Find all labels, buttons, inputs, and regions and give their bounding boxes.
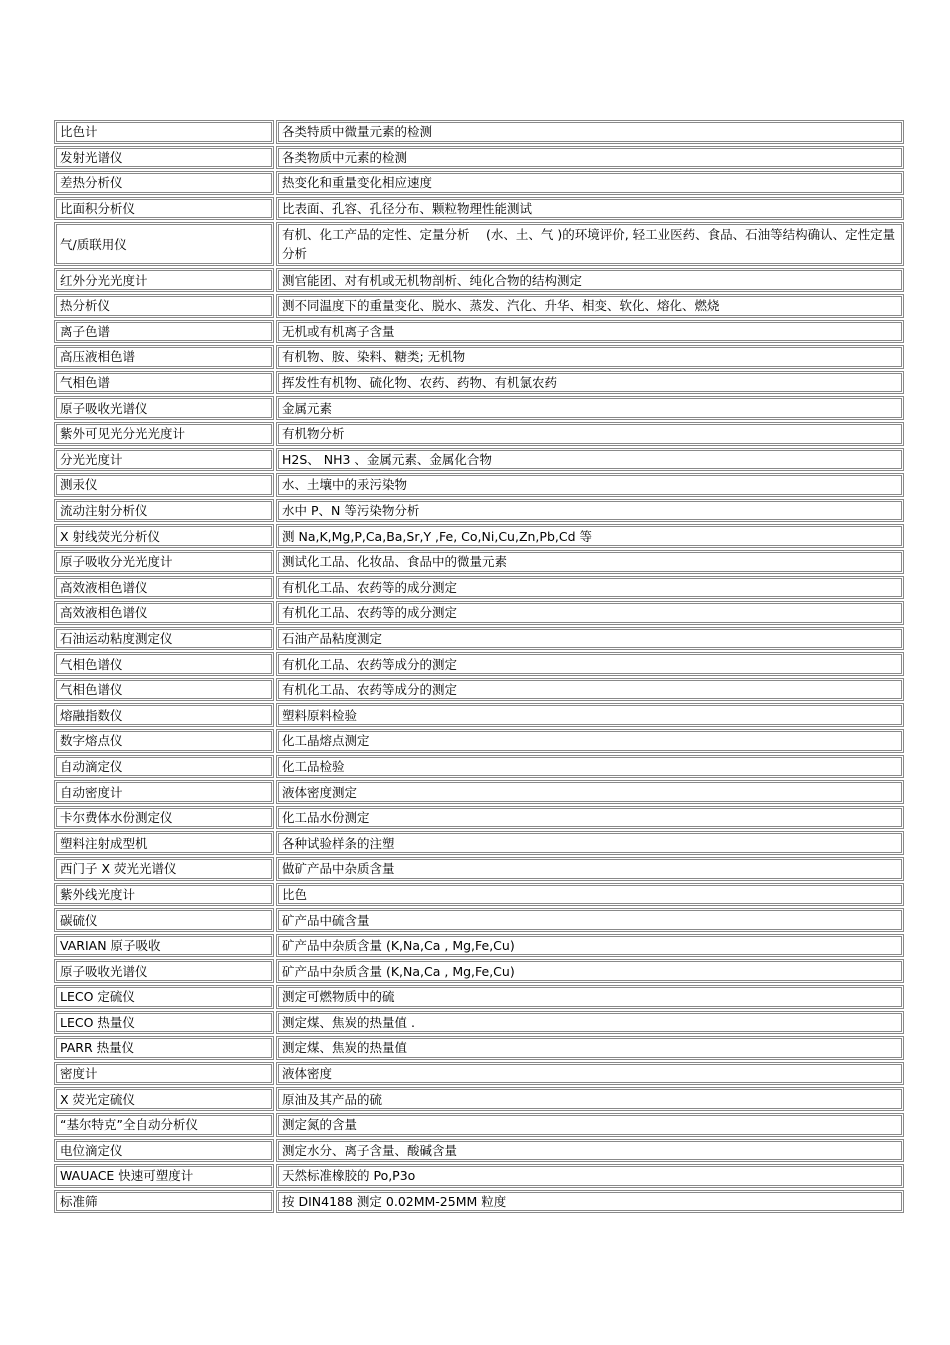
application-cell — [276, 934, 904, 958]
application-cell — [276, 1139, 904, 1163]
instrument-name: PARR 热量仪 — [60, 1040, 135, 1056]
instrument-name: “基尔特克”全自动分析仪 — [60, 1117, 198, 1133]
application-text: 各种试验样条的注塑 — [282, 835, 395, 851]
table-row — [53, 728, 907, 754]
instrument-name-cell — [54, 371, 274, 395]
application-cell — [276, 1062, 904, 1086]
instrument-name: 气相色谱仪 — [60, 682, 123, 698]
instrument-name: 电位滴定仪 — [60, 1142, 123, 1158]
table-row — [53, 119, 907, 145]
instrument-name: 自动滴定仪 — [60, 758, 123, 774]
application-text: 矿产品中杂质含量 (K,Na,Ca , Mg,Fe,Cu) — [282, 938, 515, 954]
instrument-name: 热分析仪 — [60, 298, 111, 314]
table-row — [53, 1189, 907, 1215]
application-text: 测官能团、对有机或无机物剖析、纯化合物的结构测定 — [282, 272, 583, 288]
instrument-name-cell — [54, 934, 274, 958]
application-text: 有机物分析 — [282, 426, 345, 442]
table-row — [53, 1138, 907, 1164]
instrument-name-cell — [54, 601, 274, 625]
instrument-name: VARIAN 原子吸收 — [60, 938, 161, 954]
application-text: 石油产品粘度测定 — [282, 630, 383, 646]
application-cell — [276, 1113, 904, 1137]
instrument-name-cell — [54, 576, 274, 600]
instrument-name: LECO 定硫仪 — [60, 989, 135, 1005]
application-text: 测试化工品、化妆品、食品中的微量元素 — [282, 554, 508, 570]
instrument-name-cell — [54, 550, 274, 574]
application-text: 天然标准橡胶的 Po,P3o — [282, 1168, 416, 1184]
application-text: 热变化和重量变化相应速度 — [282, 175, 433, 191]
application-text: 测定煤、焦炭的热量值 . — [282, 1014, 415, 1030]
application-cell — [276, 371, 904, 395]
instrument-name: 标准筛 — [60, 1194, 98, 1210]
instrument-name: 离子色谱 — [60, 323, 111, 339]
table-row — [53, 1086, 907, 1112]
application-cell — [276, 908, 904, 932]
application-text: 按 DIN4188 测定 0.02MM-25MM 粒度 — [282, 1194, 507, 1210]
instrument-name-cell — [54, 1011, 274, 1035]
application-cell — [276, 959, 904, 983]
instrument-name-cell — [54, 345, 274, 369]
table-row — [53, 856, 907, 882]
table-row — [53, 344, 907, 370]
instrument-name: 气相色谱仪 — [60, 656, 123, 672]
instrument-name: 流动注射分析仪 — [60, 503, 148, 519]
instrument-name-cell — [54, 1164, 274, 1188]
table-row — [53, 523, 907, 549]
instrument-name-cell — [54, 627, 274, 651]
instrument-name-cell — [54, 755, 274, 779]
table-row — [53, 626, 907, 652]
instrument-name: 西门子 X 荧光光谱仪 — [60, 861, 177, 877]
instrument-name: 发射光谱仪 — [60, 149, 123, 165]
instrument-name: 比色计 — [60, 124, 98, 140]
table-row — [53, 1035, 907, 1061]
application-cell — [276, 345, 904, 369]
application-text: 各类特质中微量元素的检测 — [282, 124, 433, 140]
instrument-name: X 射线荧光分析仪 — [60, 528, 161, 544]
instrument-name: 数字熔点仪 — [60, 733, 123, 749]
application-text: 测定煤、焦炭的热量值 — [282, 1040, 408, 1056]
application-text: 测 Na,K,Mg,P,Ca,Ba,Sr,Y ,Fe, Co,Ni,Cu,Zn,Pb,Cd 等 — [282, 528, 592, 544]
instrument-name-cell — [54, 678, 274, 702]
instrument-name-cell — [54, 857, 274, 881]
table-row — [53, 702, 907, 728]
instrument-name: 原子吸收光谱仪 — [60, 963, 148, 979]
application-text: 测定水分、离子含量、酸碱含量 — [282, 1142, 458, 1158]
instrument-name-cell — [54, 1113, 274, 1137]
application-text: 塑料原料检验 — [282, 707, 358, 723]
table-row — [53, 319, 907, 345]
application-cell — [276, 652, 904, 676]
instrument-name-cell — [54, 146, 274, 170]
application-cell — [276, 422, 904, 446]
instrument-name: 高效液相色谱仪 — [60, 605, 148, 621]
instrument-name-cell — [54, 320, 274, 344]
application-text: 金属元素 — [282, 400, 333, 416]
table-row — [53, 395, 907, 421]
table-row — [53, 221, 907, 267]
application-text: 比色 — [282, 886, 308, 902]
instrument-name: 比面积分析仪 — [60, 201, 136, 217]
instrument-name: 卡尔费体水份测定仪 — [60, 810, 173, 826]
application-text: 有机物、胺、染料、糖类; 无机物 — [282, 349, 466, 365]
instrument-name: 熔融指数仪 — [60, 707, 123, 723]
instrument-name-cell — [54, 120, 274, 144]
application-text: 液体密度 — [282, 1066, 333, 1082]
application-text: 比表面、孔容、孔径分布、颗粒物理性能测试 — [282, 201, 533, 217]
application-cell — [276, 601, 904, 625]
instrument-name: 紫外可见光分光光度计 — [60, 426, 186, 442]
application-cell — [276, 120, 904, 144]
application-cell — [276, 197, 904, 221]
table-row — [53, 498, 907, 524]
table-row — [53, 196, 907, 222]
table-row — [53, 170, 907, 196]
instrument-name: 气相色谱 — [60, 375, 111, 391]
instrument-name-cell — [54, 831, 274, 855]
instrument-name: 气/质联用仪 — [60, 236, 127, 252]
instrument-name-cell — [54, 1036, 274, 1060]
table-row — [53, 472, 907, 498]
application-cell — [276, 171, 904, 195]
application-text: 无机或有机离子含量 — [282, 323, 395, 339]
instrument-name-cell — [54, 883, 274, 907]
application-cell — [276, 524, 904, 548]
instrument-name: 原子吸收分光光度计 — [60, 554, 173, 570]
application-cell — [276, 448, 904, 472]
application-text: 液体密度测定 — [282, 784, 358, 800]
table-row — [53, 779, 907, 805]
instrument-name-cell — [54, 268, 274, 292]
application-cell — [276, 857, 904, 881]
instrument-name-cell — [54, 171, 274, 195]
application-text: 有机化工品、农药等成分的测定 — [282, 682, 458, 698]
table-row — [53, 549, 907, 575]
application-text: 化工品水份测定 — [282, 810, 370, 826]
application-text: 矿产品中杂质含量 (K,Na,Ca , Mg,Fe,Cu) — [282, 963, 515, 979]
application-cell — [276, 678, 904, 702]
table-row — [53, 984, 907, 1010]
instrument-name: 密度计 — [60, 1066, 98, 1082]
application-cell — [276, 755, 904, 779]
application-cell — [276, 780, 904, 804]
application-text: 测不同温度下的重量变化、脱水、蒸发、汽化、升华、相变、软化、熔化、燃烧 — [282, 298, 720, 314]
instrument-name: 差热分析仪 — [60, 175, 123, 191]
application-cell — [276, 396, 904, 420]
table-row — [53, 958, 907, 984]
instrument-name-cell — [54, 959, 274, 983]
table-row — [53, 677, 907, 703]
table-row — [53, 907, 907, 933]
application-cell — [276, 146, 904, 170]
instrument-name: 塑料注射成型机 — [60, 835, 148, 851]
application-cell — [276, 1164, 904, 1188]
application-cell — [276, 499, 904, 523]
application-cell — [276, 576, 904, 600]
application-text: 测定可燃物质中的硫 — [282, 989, 395, 1005]
table-row — [53, 600, 907, 626]
instrument-name: 高效液相色谱仪 — [60, 579, 148, 595]
application-cell — [276, 320, 904, 344]
table-row — [53, 293, 907, 319]
instrument-name: 碳硫仪 — [60, 912, 98, 928]
instrument-name-cell — [54, 985, 274, 1009]
application-text: 矿产品中硫含量 — [282, 912, 370, 928]
application-cell — [276, 268, 904, 292]
table-row — [53, 805, 907, 831]
application-text: 水、土壤中的汞污染物 — [282, 477, 408, 493]
application-text: 挥发性有机物、硫化物、农药、药物、有机氯农药 — [282, 375, 558, 391]
instrument-name-cell — [54, 908, 274, 932]
application-text: 化工晶熔点测定 — [282, 733, 370, 749]
application-cell — [276, 222, 904, 266]
table-row — [53, 267, 907, 293]
application-cell — [276, 806, 904, 830]
table-row — [53, 145, 907, 171]
application-cell — [276, 985, 904, 1009]
instrument-name: WAUACE 快速可塑度计 — [60, 1168, 194, 1184]
instrument-name-cell — [54, 1062, 274, 1086]
table-row — [53, 447, 907, 473]
instrument-name-cell — [54, 780, 274, 804]
table-row — [53, 933, 907, 959]
instrument-name-cell — [54, 806, 274, 830]
table-row — [53, 1112, 907, 1138]
instrument-name: 分光光度计 — [60, 451, 123, 467]
instrument-name: X 荧光定硫仪 — [60, 1091, 136, 1107]
instrument-name-cell — [54, 1087, 274, 1111]
table-row — [53, 1061, 907, 1087]
application-text: 原油及其产品的硫 — [282, 1091, 383, 1107]
application-text: 做矿产品中杂质含量 — [282, 861, 395, 877]
application-cell — [276, 1036, 904, 1060]
application-cell — [276, 473, 904, 497]
instrument-name-cell — [54, 294, 274, 318]
instrument-table — [53, 119, 907, 1214]
table-row — [53, 651, 907, 677]
instrument-name-cell — [54, 652, 274, 676]
instrument-name: 紫外线光度计 — [60, 886, 136, 902]
instrument-name: 测汞仪 — [60, 477, 98, 493]
table-row — [53, 1163, 907, 1189]
application-cell — [276, 831, 904, 855]
table-row — [53, 421, 907, 447]
application-text: 有机、化工产品的定性、定量分析 (水、土、气 )的环境评价, 轻工业医药、食品、石油等结构确认、定性定量分析 — [282, 227, 896, 262]
application-cell — [276, 1087, 904, 1111]
application-cell — [276, 883, 904, 907]
application-cell — [276, 550, 904, 574]
instrument-name-cell — [54, 448, 274, 472]
application-cell — [276, 294, 904, 318]
instrument-name-cell — [54, 473, 274, 497]
application-cell — [276, 729, 904, 753]
instrument-name-cell — [54, 222, 274, 266]
instrument-name-cell — [54, 1190, 274, 1214]
table-row — [53, 830, 907, 856]
instrument-name-cell — [54, 1139, 274, 1163]
instrument-name-cell — [54, 729, 274, 753]
application-text: 水中 P、N 等污染物分析 — [282, 503, 420, 519]
table-row — [53, 370, 907, 396]
application-text: 各类物质中元素的检测 — [282, 149, 408, 165]
application-text: 测定氮的含量 — [282, 1117, 358, 1133]
instrument-name: LECO 热量仪 — [60, 1014, 135, 1030]
instrument-name-cell — [54, 197, 274, 221]
application-cell — [276, 1011, 904, 1035]
instrument-name: 高压液相色谱 — [60, 349, 136, 365]
instrument-name: 原子吸收光谱仪 — [60, 400, 148, 416]
instrument-name: 自动密度计 — [60, 784, 123, 800]
instrument-name-cell — [54, 396, 274, 420]
instrument-name-cell — [54, 703, 274, 727]
table-row — [53, 882, 907, 908]
application-text: 有机化工品、农药等成分的测定 — [282, 656, 458, 672]
table-row — [53, 754, 907, 780]
application-text: 化工品检验 — [282, 758, 345, 774]
application-text: 有机化工品、农药等的成分测定 — [282, 605, 458, 621]
instrument-name-cell — [54, 422, 274, 446]
table-row — [53, 1010, 907, 1036]
application-text: 有机化工品、农药等的成分测定 — [282, 579, 458, 595]
instrument-name: 红外分光光度计 — [60, 272, 148, 288]
instrument-name-cell — [54, 524, 274, 548]
application-cell — [276, 627, 904, 651]
application-cell — [276, 1190, 904, 1214]
instrument-name-cell — [54, 499, 274, 523]
application-text: H2S、 NH3 、金属元素、金属化合物 — [282, 451, 492, 467]
application-cell — [276, 703, 904, 727]
table-row — [53, 575, 907, 601]
instrument-name: 石油运动粘度测定仪 — [60, 630, 173, 646]
